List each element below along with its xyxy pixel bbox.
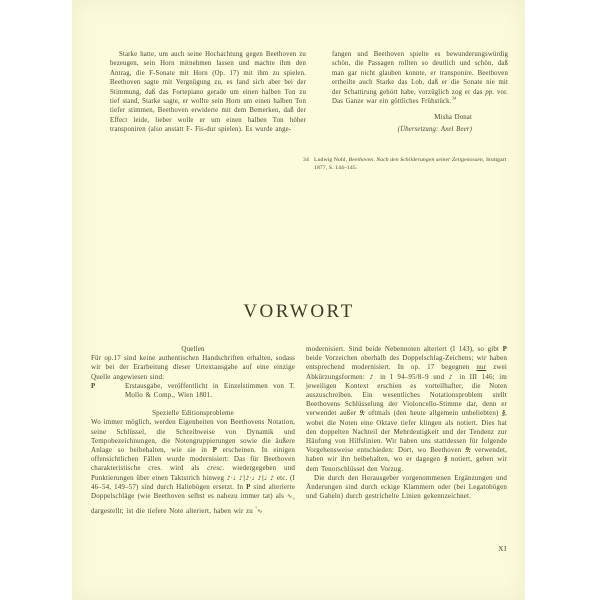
quote-attribution	[332, 113, 508, 134]
quotation-right-text: fangen und Beethoven spielte es bewunderungswürdig schön, die Passagen rollten so deutlich und schön, daß man gar nicht glauben konnte, er transponire. Beethoven ertheilte auch Starke das Lob, daß er die Sonate nie mit der Schattirung gehört habe, vorzüglich zog er das pp. vor. Das Ganze war ein göttliches Frühstück.$^{34}$	[332, 51, 508, 106]
page-number: XI	[498, 545, 507, 553]
quotation-left-column: Starke hatte, um auch seine Hochachtung gegen Beethoven zu bezeugen, sein Horn mitnehmen lassen und machte ihm den Antrag, die F-Sonate mit Horn (Op. 17) mit ihm zu spielen. Beethoven sagte mit Vergnügung zu, es fand sich aber bei der Stimmung, daß das Fortepiano gerade um einen halben Ton zu tief stand, Starke sagte, er wollte sein Horn um einen halben Ton tiefer stimmen, Beethoven erwiderte mit dem Bemerken, daß der Effect leide, lieber wolle er um einen halben Ton höher transponiren (also anstatt F- Fis-dur spielen). Es wurde ange-	[110, 51, 306, 134]
quotation-right-column	[332, 50, 508, 135]
attribution-translator: (Übersetzung: Axel Beer)	[397, 126, 472, 134]
body-text-columns	[91, 345, 507, 516]
attribution-name: Misha Donat	[434, 114, 472, 122]
body-left-column	[91, 345, 295, 516]
page-title: VORWORT	[243, 301, 355, 322]
source-entry	[91, 382, 295, 400]
source-siglum: P	[91, 381, 96, 390]
body-right-column	[306, 345, 507, 516]
book-page	[72, 0, 525, 600]
editorial-paragraph: Wo immer möglich, werden Eigenheiten von Beethovens Notation, seine Schlüssel, die Schreibweise von Dynamik und Tempobezeichnungen, die Notengruppierungen sowie die äußere Anlage so beibehalten, wie sie in P erscheinen. In einigen offensichtlichen Fällen wurde modernisiert: Das für Beethoven charakteristische cres. wird als cresc. wiedergegeben und Punktierungen über einen Taktstrich hinweg ♪·♩ ♪|♪·♩ ♪|♩ ♪ etc. (I 46–54, 149–57) sind durch Haltebögen ersetzt. In P sind alterierte Doppelschläge (wie Beethoven selbst es nahezu immer tat) als $∿_♭$ dargestellt; ist die tiefere Note alteriert, haben wir zu ♮∿	[91, 418, 295, 515]
footnote	[303, 156, 510, 172]
source-description: Erstausgabe, veröffentlicht in Einzelstimmen von T. Mollo & Comp., Wien 1801.	[125, 381, 295, 400]
editor-markings-paragraph: Die durch den Herausgeber vorgenommenen Ergänzungen und Änderungen sind durch eckige Klammern oder (bei Legatobögen und Gabeln) durch gestrichelte Linien gekennzeichnet.	[306, 473, 507, 501]
footnote-marker: 34	[303, 157, 309, 163]
footnote-text: Ludwig Nohl, Beethoven. Nach den Schilderungen seiner Zeitgenossen, Stuttgart 1877, S. 144–145.	[314, 157, 507, 171]
sources-paragraph: Für op.17 sind keine authentischen Handschriften erhalten, sodass wir bei der Erarbeitung dieser Urtextausgabe auf eine einzige Quelle angewiesen sind:	[91, 354, 295, 381]
notation-paragraph: modernisiert. Sind beide Nebennoten alteriert (I 143), so gibt P beide Vorzeichen oberhalb des Doppelschlag-Zeichens; wir haben entsprechend modernisiert. In op. 17 begegnen nur zwei Abkürzungsformen: ♪ in I 94–95/8–9 und ♪ in III 146; im jeweiligen Kontext erschien es vorteilhafter, die Noten auszuschreiben. Ein wesentliches Notationsproblem stellt Beethovens Schlüsselung der Violoncello-Stimme dar, denn er verwendet außer 9: oftmals (den heute allgemein unbeliebten) §, wobei die Noten eine Oktave tiefer klingen als notiert. Dies hat den doppelten Nachteil der Mehrdeutigkeit und der Tendenz zur Häufung von Hilfslinien. Wir haben uns stattdessen für folgende Vorgehensweise entschieden: Dort, wo Beethoven 9: verwendet, haben wir ihn beibehalten, wo er dagegen § notiert, geben wir dem Tenorschlüssel den Vorzug.	[306, 345, 507, 473]
subheading-sources: Quellen	[181, 345, 205, 353]
quotation-block	[110, 50, 508, 135]
subheading-editorial-problems: Spezielle Editionsprobleme	[152, 409, 234, 418]
